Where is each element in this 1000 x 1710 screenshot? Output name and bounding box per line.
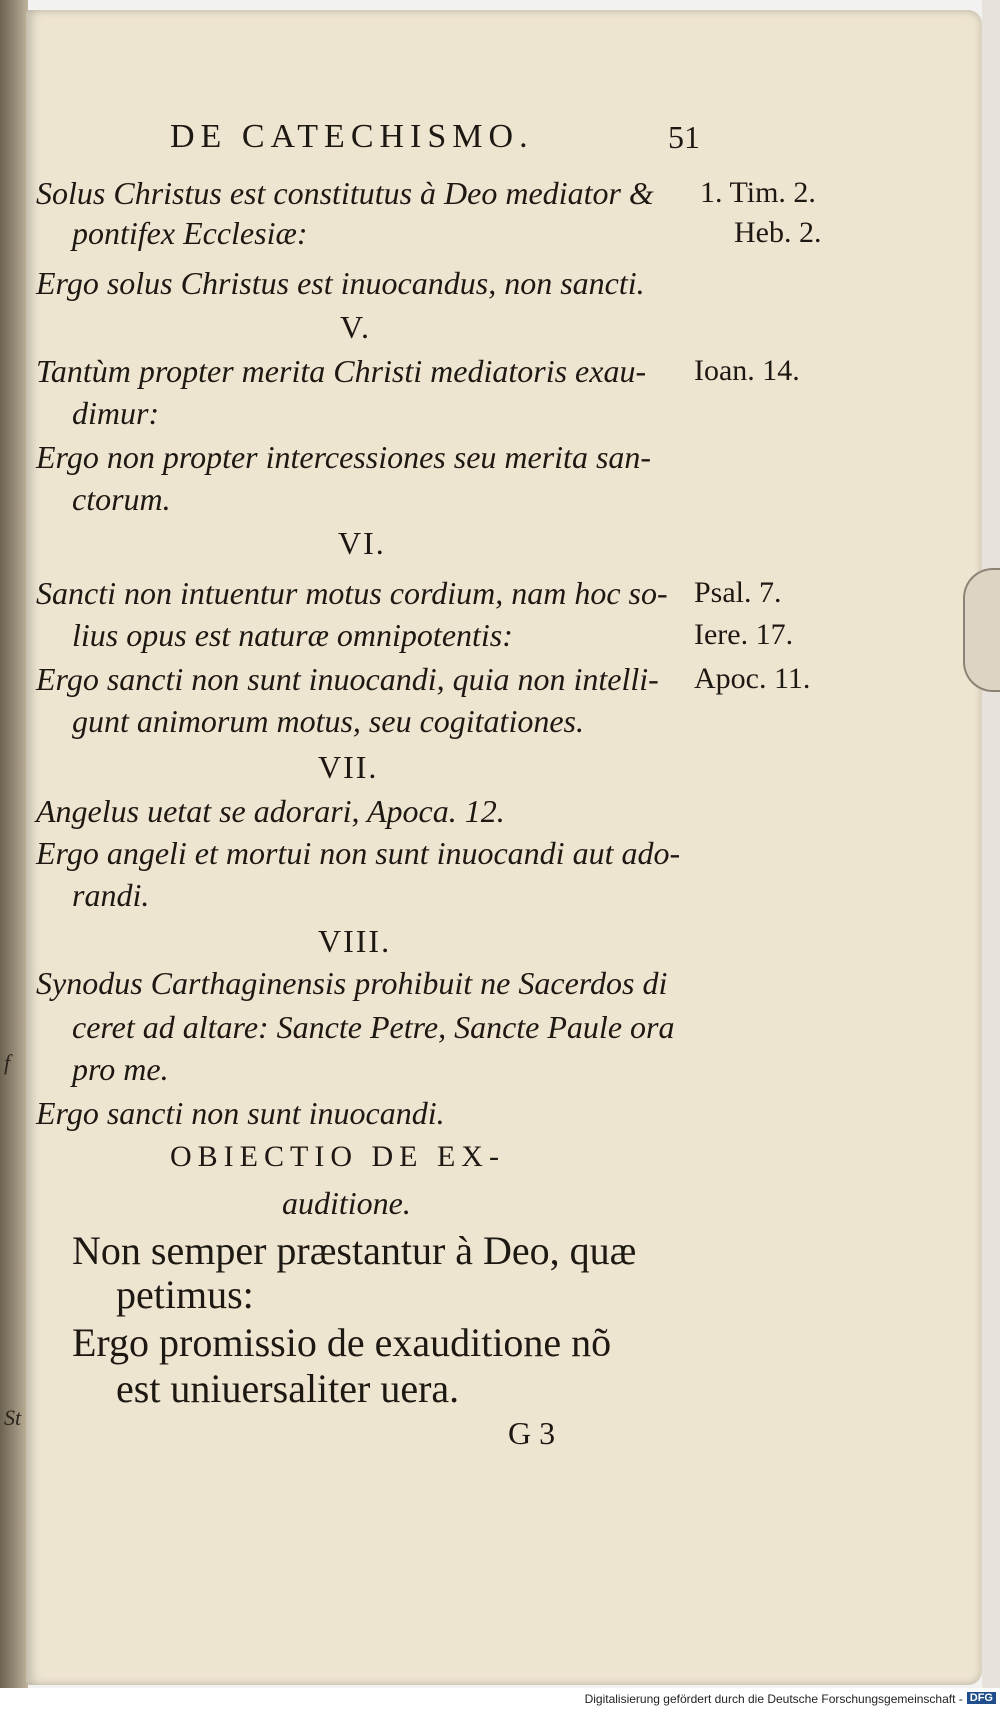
text-line-large: Ergo promissio de exauditione nõ <box>72 1320 612 1365</box>
text-line: gunt animorum motus, seu cogitationes. <box>72 703 584 739</box>
margin-reference: Iere. 17. <box>694 618 794 651</box>
text-line-large: Non semper præstantur à Deo, quæ <box>72 1228 637 1273</box>
text-line: Solus Christus est constitutus à Deo mediator & <box>36 175 654 211</box>
text-line-large: est uniuersaliter uera. <box>116 1366 460 1411</box>
objection-heading: OBIECTIO DE EX- <box>170 1140 505 1173</box>
signature-mark: G 3 <box>508 1415 556 1451</box>
text-line: Ergo solus Christus est inuocandus, non sancti. <box>36 265 645 301</box>
text-line: Ergo non propter intercessiones seu merita san- <box>36 439 652 475</box>
text-line: dimur: <box>72 395 160 431</box>
margin-reference: Psal. 7. <box>694 576 782 609</box>
footer-credit: Digitalisierung gefördert durch die Deutsche Forschungsgemeinschaft - <box>584 1692 963 1706</box>
page-number: 51 <box>668 119 700 155</box>
text-line: Angelus uetat se adorari, Apoca. 12. <box>36 793 505 829</box>
margin-reference: Apoc. 11. <box>694 662 811 695</box>
text-line: ctorum. <box>72 481 171 517</box>
page-tab-marker <box>963 568 1000 692</box>
margin-reference: 1. Tim. 2. <box>700 176 816 209</box>
section-numeral: VII. <box>318 749 379 785</box>
margin-reference: Heb. 2. <box>734 216 822 249</box>
left-edge-mark: St <box>4 1405 22 1430</box>
binding-edge <box>0 0 28 1710</box>
running-head: DE CATECHISMO. <box>170 118 534 155</box>
left-edge-mark: f <box>4 1050 11 1075</box>
text-line-large: petimus: <box>116 1272 254 1317</box>
text-line: Ergo sancti non sunt inuocandi, quia non intelli- <box>36 661 659 697</box>
objection-heading-cont: auditione. <box>282 1185 411 1221</box>
text-line: Sancti non intuentur motus cordium, nam hoc so- <box>36 575 668 611</box>
text-line: Ergo angeli et mortui non sunt inuocandi aut ado- <box>36 835 681 871</box>
text-line: Tantùm propter merita Christi mediatoris exau- <box>36 353 647 389</box>
page-right-border <box>982 0 1000 1690</box>
text-line: pontifex Ecclesiæ: <box>72 215 308 251</box>
text-line: Synodus Carthaginensis prohibuit ne Sacerdos di <box>36 965 668 1001</box>
text-line: randi. <box>72 877 150 913</box>
section-numeral: VIII. <box>318 923 392 959</box>
footer-bar <box>0 1688 1000 1710</box>
margin-reference: Ioan. 14. <box>694 354 800 387</box>
text-line: Ergo sancti non sunt inuocandi. <box>36 1095 445 1131</box>
text-line: pro me. <box>72 1051 169 1087</box>
text-line: ceret ad altare: Sancte Petre, Sancte Paule ora <box>72 1009 675 1045</box>
dfg-logo: DFG <box>967 1692 996 1704</box>
text-line: lius opus est naturæ omnipotentis: <box>72 617 513 653</box>
section-numeral: V. <box>340 309 371 345</box>
section-numeral: VI. <box>338 525 386 561</box>
